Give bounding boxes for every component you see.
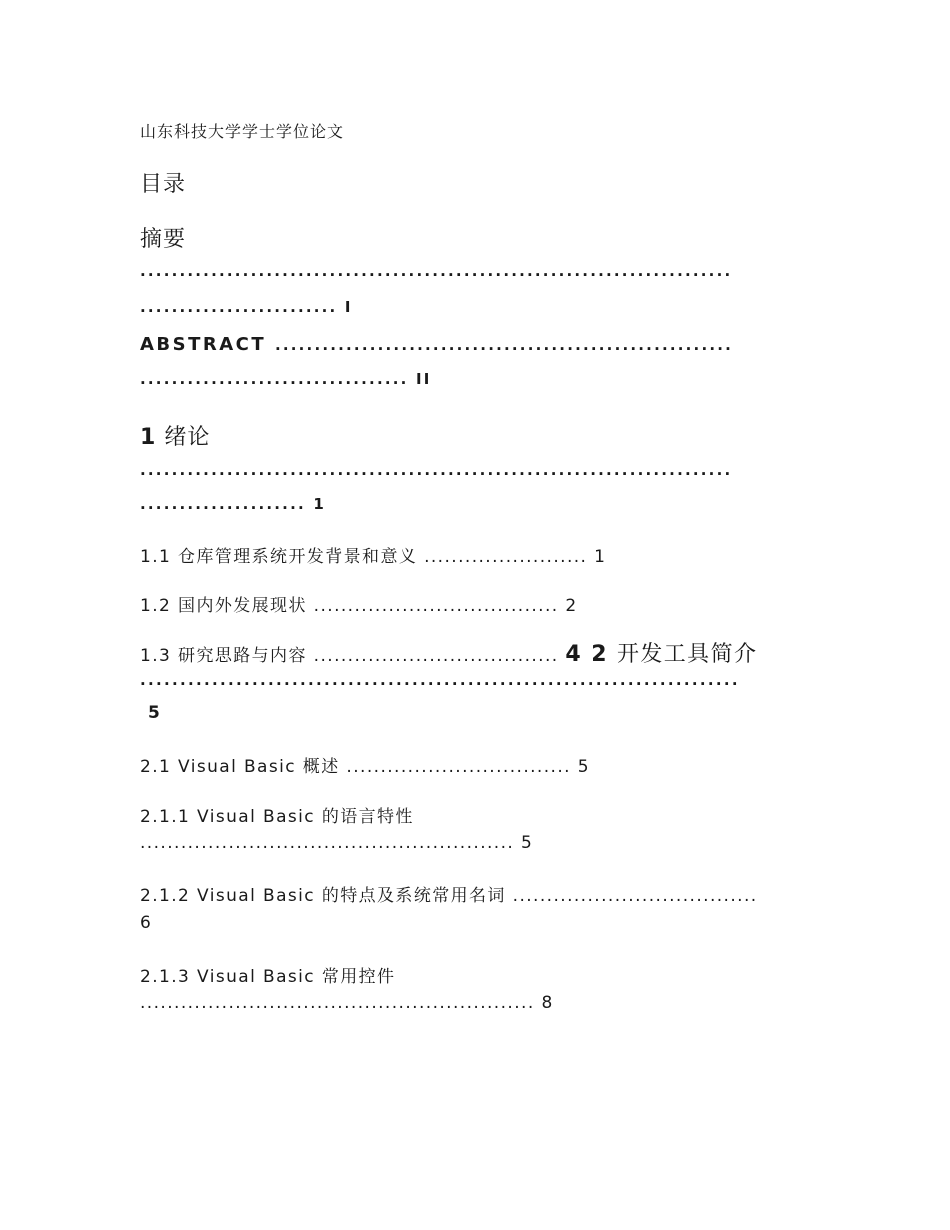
toc-chapter-2-inline	[565, 642, 757, 667]
toc-page-number: 4	[565, 642, 583, 667]
toc-section-2-1	[140, 752, 590, 777]
toc-section-2-1-1: 2.1.1 Visual Basic 的语言特性	[140, 807, 414, 827]
toc-page-number: 1	[594, 547, 607, 567]
toc-section-label: 1.2 国内外发展现状	[140, 596, 307, 616]
toc-leader-dots: ...........................................................................	[140, 262, 733, 280]
toc-entry-abstract-cn-tail	[140, 298, 353, 316]
toc-leader-dots: ...........................................................................	[140, 671, 740, 689]
toc-entry-ch1-tail	[140, 495, 326, 513]
toc-leader-dots: .....................	[140, 495, 306, 513]
toc-page-number: 5	[577, 757, 590, 777]
toc-leader-dots: .......................................................	[140, 833, 515, 853]
toc-section-label: 2.1 Visual Basic 概述	[140, 757, 340, 777]
toc-section-1-2	[140, 591, 578, 616]
toc-page-number: 2	[565, 596, 578, 616]
toc-entry-abstract-en	[140, 334, 733, 355]
toc-leader-dots: ...........................................................................	[140, 461, 733, 479]
toc-section-label: 1.3 研究思路与内容	[140, 646, 307, 666]
toc-entry-abstract-en-tail	[140, 370, 432, 388]
toc-page-number: 8	[541, 993, 554, 1013]
toc-section-1-3	[140, 637, 757, 668]
toc-leader-dots: ....................................	[512, 886, 758, 906]
toc-leader-dots: ........................	[424, 547, 588, 567]
chapter-number: 1	[140, 425, 157, 450]
toc-leader-dots: ..................................	[140, 370, 409, 388]
toc-leader-dots: ..........................................................	[140, 993, 535, 1013]
chapter-number: 2	[591, 642, 608, 667]
toc-leader-dots: ....................................	[313, 646, 559, 666]
toc-leader-dots: .........................	[140, 298, 338, 316]
toc-entry-abstract-cn-title: 摘要	[140, 227, 187, 252]
toc-page-number: 1	[313, 495, 326, 513]
toc-page-number: 5	[521, 833, 534, 853]
toc-page-number: II	[415, 370, 432, 388]
toc-page-number: I	[344, 298, 353, 316]
running-header: 山东科技大学学士学位论文	[140, 122, 345, 141]
toc-entry-title: ABSTRACT	[140, 334, 267, 355]
toc-page-number: 6	[140, 913, 153, 933]
toc-section-label: 1.1 仓库管理系统开发背景和意义	[140, 547, 418, 567]
toc-page-number: 5	[148, 703, 163, 723]
toc-leader-dots: ..........................................................	[274, 336, 734, 354]
toc-section-2-1-1-tail	[140, 833, 533, 853]
toc-section-2-1-3: 2.1.3 Visual Basic 常用控件	[140, 967, 396, 987]
toc-section-1-1	[140, 542, 606, 567]
toc-leader-dots: .................................	[346, 757, 571, 777]
toc-chapter-1	[140, 420, 210, 451]
chapter-title: 开发工具简介	[616, 642, 758, 667]
toc-section-label: 2.1.2 Visual Basic 的特点及系统常用名词	[140, 886, 506, 906]
chapter-title: 绪论	[164, 425, 211, 450]
toc-section-2-1-3-tail	[140, 993, 554, 1013]
toc-leader-dots: ....................................	[313, 596, 559, 616]
toc-title: 目录	[140, 172, 187, 197]
toc-section-2-1-2	[140, 881, 758, 906]
